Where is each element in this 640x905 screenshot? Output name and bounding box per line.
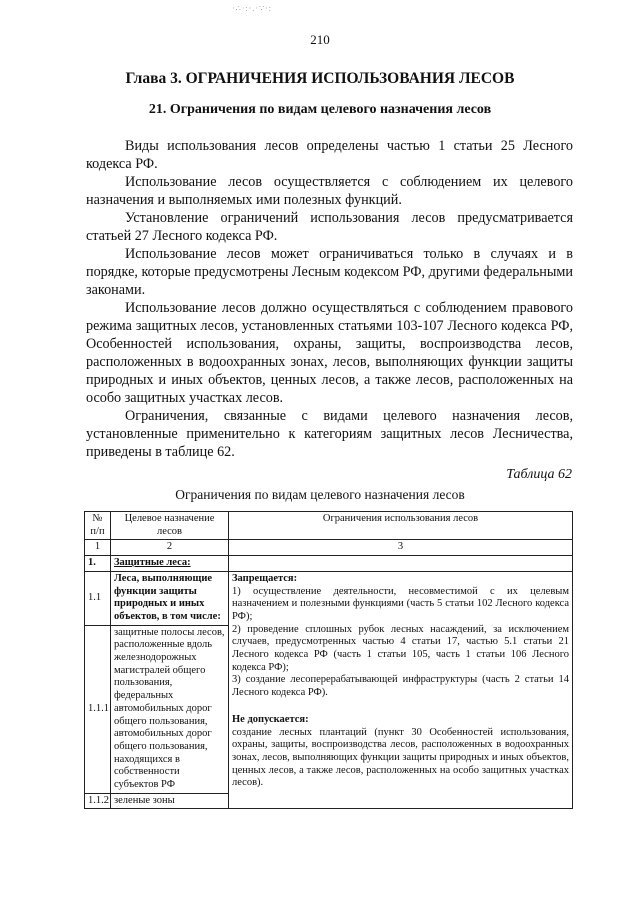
table-column-numbers-row [85, 540, 573, 556]
paragraph: Использование лесов осуществляется с соблюдением их целевого назначения и выполняемых ими полезных функций. [86, 174, 573, 208]
table-number: Таблица 62 [506, 467, 572, 482]
chapter-title: Глава 3. ОГРАНИЧЕНИЯ ИСПОЛЬЗОВАНИЯ ЛЕСОВ [125, 70, 515, 87]
row-number: 1.1.1 [85, 625, 111, 793]
restrictions-cell [229, 571, 573, 809]
table-row [85, 571, 573, 625]
paragraph: Виды использования лесов определены частью 1 статьи 25 Лесного кодекса РФ. [86, 138, 573, 172]
restriction-item: создание лесных плантаций (пункт 30 Особенностей использования, охраны, защиты, воспроизводства лесов, расположенных в водоохранных зонах, лесов, выполняющих функции защиты природных и иных объектов, ценных лесов, а также лесов, расположенных на особо защитных участках лесов). [232, 726, 569, 789]
paragraph: Использование лесов может ограничиваться только в случаях и в порядке, которые предусмотрены Лесным кодексом РФ, другими федеральными законами. [86, 246, 573, 298]
row-label: защитные полосы лесов, расположенные вдоль железнодорожных магистралей общего пользования, федеральных автомобильных дорог общего пользования, автомобильных дорог общего пользования, находящихся в собственности субъектов РФ [111, 625, 229, 793]
scan-artifact: ·∴·:·.·∵·: [232, 4, 272, 13]
table-header-row [85, 512, 573, 540]
row-label: Леса, выполняющие функции защиты природных и иных объектов, в том числе: [111, 571, 229, 625]
section-title: 21. Ограничения по видам целевого назначения лесов [148, 102, 492, 117]
restriction-item: 1) осуществление деятельности, несовместимой с их целевым назначением и полезными функциями (часть 5 статьи 102 Лесного кодекса РФ); [232, 585, 569, 622]
row-label: зеленые зоны [111, 793, 229, 809]
prohibited-heading: Запрещается: [232, 572, 298, 584]
row-number: 1. [85, 556, 111, 572]
row-number: 1.1 [85, 571, 111, 625]
header-purpose: Целевое назначение лесов [111, 512, 229, 540]
paragraph: Ограничения, связанные с видами целевого назначения лесов, установленные применительно к категориям защитных лесов Лесничества, приведены в таблице 62. [86, 408, 573, 460]
restrictions-table [84, 511, 573, 809]
column-number: 1 [85, 540, 111, 556]
table-caption: Ограничения по видам целевого назначения лесов [175, 487, 465, 502]
restriction-item: 3) создание лесоперерабатывающей инфраструктуры (часть 2 статьи 14 Лесного кодекса РФ). [232, 674, 569, 699]
row-number: 1.1.2 [85, 793, 111, 809]
paragraph: Установление ограничений использования лесов предусматривается статьей 27 Лесного кодекса РФ. [86, 210, 573, 244]
paragraph: Использование лесов должно осуществляться с соблюдением правового режима защитных лесов, установленных статьями 103-107 Лесного кодекса РФ, Особенностей использования, охраны, защиты, воспроизводства лесов, расположенных в водоохранных зонах, лесов, выполняющих функции защиты природных и иных объектов, ценных лесов, а также лесов, расположенных на особо защитных участках лесов. [86, 300, 573, 406]
restriction-item: 2) проведение сплошных рубок лесных насаждений, за исключением случаев, предусмотренных частью 4 статьи 17, частью 5.1 статьи 21 Лесного кодекса РФ (часть 1 статьи 105, часть 1 статьи 106 Лесного кодекса РФ); [232, 623, 569, 673]
row-label: Защитные леса: [111, 556, 229, 572]
header-restrictions: Ограничения использования лесов [229, 512, 573, 540]
table-row [85, 556, 573, 572]
spacer [232, 700, 569, 714]
body-text [86, 137, 573, 461]
column-number: 3 [229, 540, 573, 556]
column-number: 2 [111, 540, 229, 556]
header-number: № п/п [85, 512, 111, 540]
page-number: 210 [310, 32, 330, 47]
row-empty-cell [229, 556, 573, 572]
not-allowed-heading: Не допускается: [232, 713, 309, 725]
